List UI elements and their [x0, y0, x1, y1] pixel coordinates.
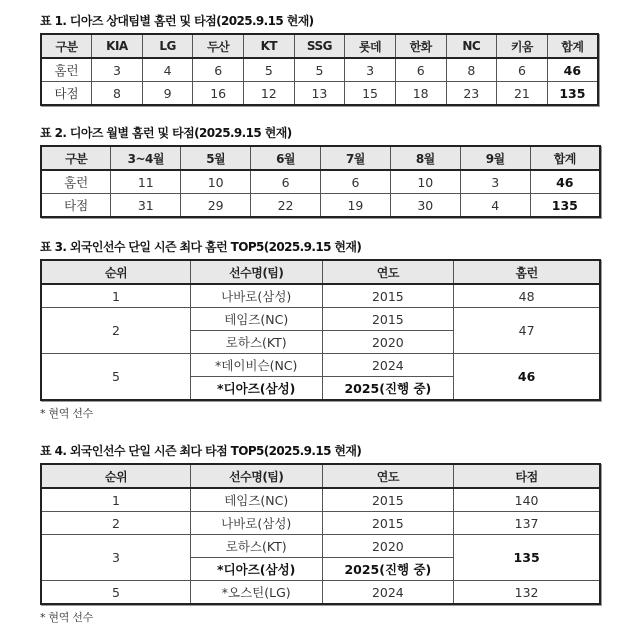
- column-header: 9월: [460, 146, 530, 170]
- table3-footnote: * 현역 선수: [40, 407, 93, 420]
- year-cell: 2015: [322, 512, 454, 535]
- row-label: 홈런: [41, 58, 92, 82]
- column-header: 키움: [497, 34, 548, 58]
- total-cell: 46: [530, 170, 600, 194]
- year-cell: 2020: [322, 535, 454, 558]
- column-header: 한화: [395, 34, 446, 58]
- table-header-row: [41, 260, 600, 284]
- year-cell: 2025(진행 중): [322, 558, 454, 581]
- table1-caption: 표 1. 디아즈 상대팀별 홈런 및 타점(2025.9.15 현재): [40, 14, 314, 28]
- year-cell: 2024: [322, 581, 454, 605]
- table-row: [41, 512, 600, 535]
- column-header: 5월: [181, 146, 251, 170]
- year-cell: 2015: [322, 488, 454, 512]
- table-header-row: [41, 146, 600, 170]
- column-header: 3~4월: [111, 146, 181, 170]
- table-row: [41, 284, 600, 308]
- total-cell: 135: [530, 194, 600, 218]
- column-header: 두산: [193, 34, 244, 58]
- column-header: 타점: [454, 464, 600, 488]
- table-row: [41, 308, 600, 331]
- cell: 6: [321, 170, 391, 194]
- cell: 30: [390, 194, 460, 218]
- table4-caption: 표 4. 외국인선수 단일 시즌 최다 타점 TOP5(2025.9.15 현재): [40, 444, 362, 458]
- column-header: 8월: [390, 146, 460, 170]
- rank-cell: 2: [41, 308, 190, 354]
- table-foreign-player-homerun-top5: [40, 259, 601, 401]
- cell: 5: [294, 58, 345, 82]
- column-header: 선수명(팀): [190, 260, 322, 284]
- total-cell: 46: [547, 58, 598, 82]
- year-cell: 2015: [322, 308, 454, 331]
- cell: 4: [460, 194, 530, 218]
- table2-caption: 표 2. 디아즈 월별 홈런 및 타점(2025.9.15 현재): [40, 126, 292, 140]
- value-cell: 47: [454, 308, 600, 354]
- rank-cell: 3: [41, 535, 190, 581]
- player-cell: 테임즈(NC): [190, 488, 322, 512]
- column-header: 구분: [41, 34, 92, 58]
- column-header: 연도: [322, 260, 454, 284]
- player-cell: *디아즈(삼성): [190, 377, 322, 401]
- cell: 12: [244, 82, 295, 106]
- value-cell: 135: [454, 535, 600, 581]
- player-cell: *데이비슨(NC): [190, 354, 322, 377]
- rank-cell: 5: [41, 354, 190, 401]
- cell: 19: [321, 194, 391, 218]
- table-row: [41, 354, 600, 377]
- row-label: 타점: [41, 194, 111, 218]
- column-header: 순위: [41, 464, 190, 488]
- cell: 3: [92, 58, 143, 82]
- cell: 11: [111, 170, 181, 194]
- cell: 3: [460, 170, 530, 194]
- column-header: 합계: [547, 34, 598, 58]
- cell: 15: [345, 82, 396, 106]
- cell: 8: [92, 82, 143, 106]
- table-row: [41, 194, 600, 218]
- cell: 10: [390, 170, 460, 194]
- value-cell: 46: [454, 354, 600, 401]
- column-header: NC: [446, 34, 497, 58]
- player-cell: *디아즈(삼성): [190, 558, 322, 581]
- year-cell: 2020: [322, 331, 454, 354]
- value-cell: 140: [454, 488, 600, 512]
- cell: 9: [142, 82, 193, 106]
- column-header: 롯데: [345, 34, 396, 58]
- cell: 23: [446, 82, 497, 106]
- total-cell: 135: [547, 82, 598, 106]
- cell: 3: [345, 58, 396, 82]
- value-cell: 137: [454, 512, 600, 535]
- cell: 6: [497, 58, 548, 82]
- player-cell: *오스틴(LG): [190, 581, 322, 605]
- cell: 8: [446, 58, 497, 82]
- player-cell: 로하스(KT): [190, 535, 322, 558]
- rank-cell: 1: [41, 284, 190, 308]
- value-cell: 132: [454, 581, 600, 605]
- cell: 31: [111, 194, 181, 218]
- table-header-row: [41, 34, 598, 58]
- year-cell: 2024: [322, 354, 454, 377]
- cell: 16: [193, 82, 244, 106]
- column-header: 선수명(팀): [190, 464, 322, 488]
- column-header: KIA: [92, 34, 143, 58]
- cell: 21: [497, 82, 548, 106]
- year-cell: 2015: [322, 284, 454, 308]
- row-label: 홈런: [41, 170, 111, 194]
- player-cell: 나바로(삼성): [190, 284, 322, 308]
- cell: 18: [395, 82, 446, 106]
- column-header: KT: [244, 34, 295, 58]
- table-row: [41, 535, 600, 558]
- table-row: [41, 58, 598, 82]
- cell: 13: [294, 82, 345, 106]
- column-header: SSG: [294, 34, 345, 58]
- cell: 6: [193, 58, 244, 82]
- rank-cell: 5: [41, 581, 190, 605]
- player-cell: 테임즈(NC): [190, 308, 322, 331]
- player-cell: 로하스(KT): [190, 331, 322, 354]
- column-header: 7월: [321, 146, 391, 170]
- table-homerun-rbi-by-team: [40, 33, 599, 106]
- table-header-row: [41, 464, 600, 488]
- column-header: 연도: [322, 464, 454, 488]
- cell: 6: [251, 170, 321, 194]
- cell: 29: [181, 194, 251, 218]
- column-header: 합계: [530, 146, 600, 170]
- table4-footnote: * 현역 선수: [40, 611, 93, 624]
- table-row: [41, 82, 598, 106]
- cell: 22: [251, 194, 321, 218]
- cell: 6: [395, 58, 446, 82]
- year-cell: 2025(진행 중): [322, 377, 454, 401]
- table-foreign-player-rbi-top5: [40, 463, 601, 605]
- row-label: 타점: [41, 82, 92, 106]
- column-header: 6월: [251, 146, 321, 170]
- player-cell: 나바로(삼성): [190, 512, 322, 535]
- cell: 10: [181, 170, 251, 194]
- column-header: 홈런: [454, 260, 600, 284]
- table-row: [41, 581, 600, 605]
- column-header: LG: [142, 34, 193, 58]
- value-cell: 48: [454, 284, 600, 308]
- rank-cell: 1: [41, 488, 190, 512]
- table-row: [41, 170, 600, 194]
- table-homerun-rbi-by-month: [40, 145, 601, 218]
- table-row: [41, 488, 600, 512]
- cell: 4: [142, 58, 193, 82]
- table3-caption: 표 3. 외국인선수 단일 시즌 최다 홈런 TOP5(2025.9.15 현재): [40, 240, 362, 254]
- column-header: 순위: [41, 260, 190, 284]
- rank-cell: 2: [41, 512, 190, 535]
- column-header: 구분: [41, 146, 111, 170]
- cell: 5: [244, 58, 295, 82]
